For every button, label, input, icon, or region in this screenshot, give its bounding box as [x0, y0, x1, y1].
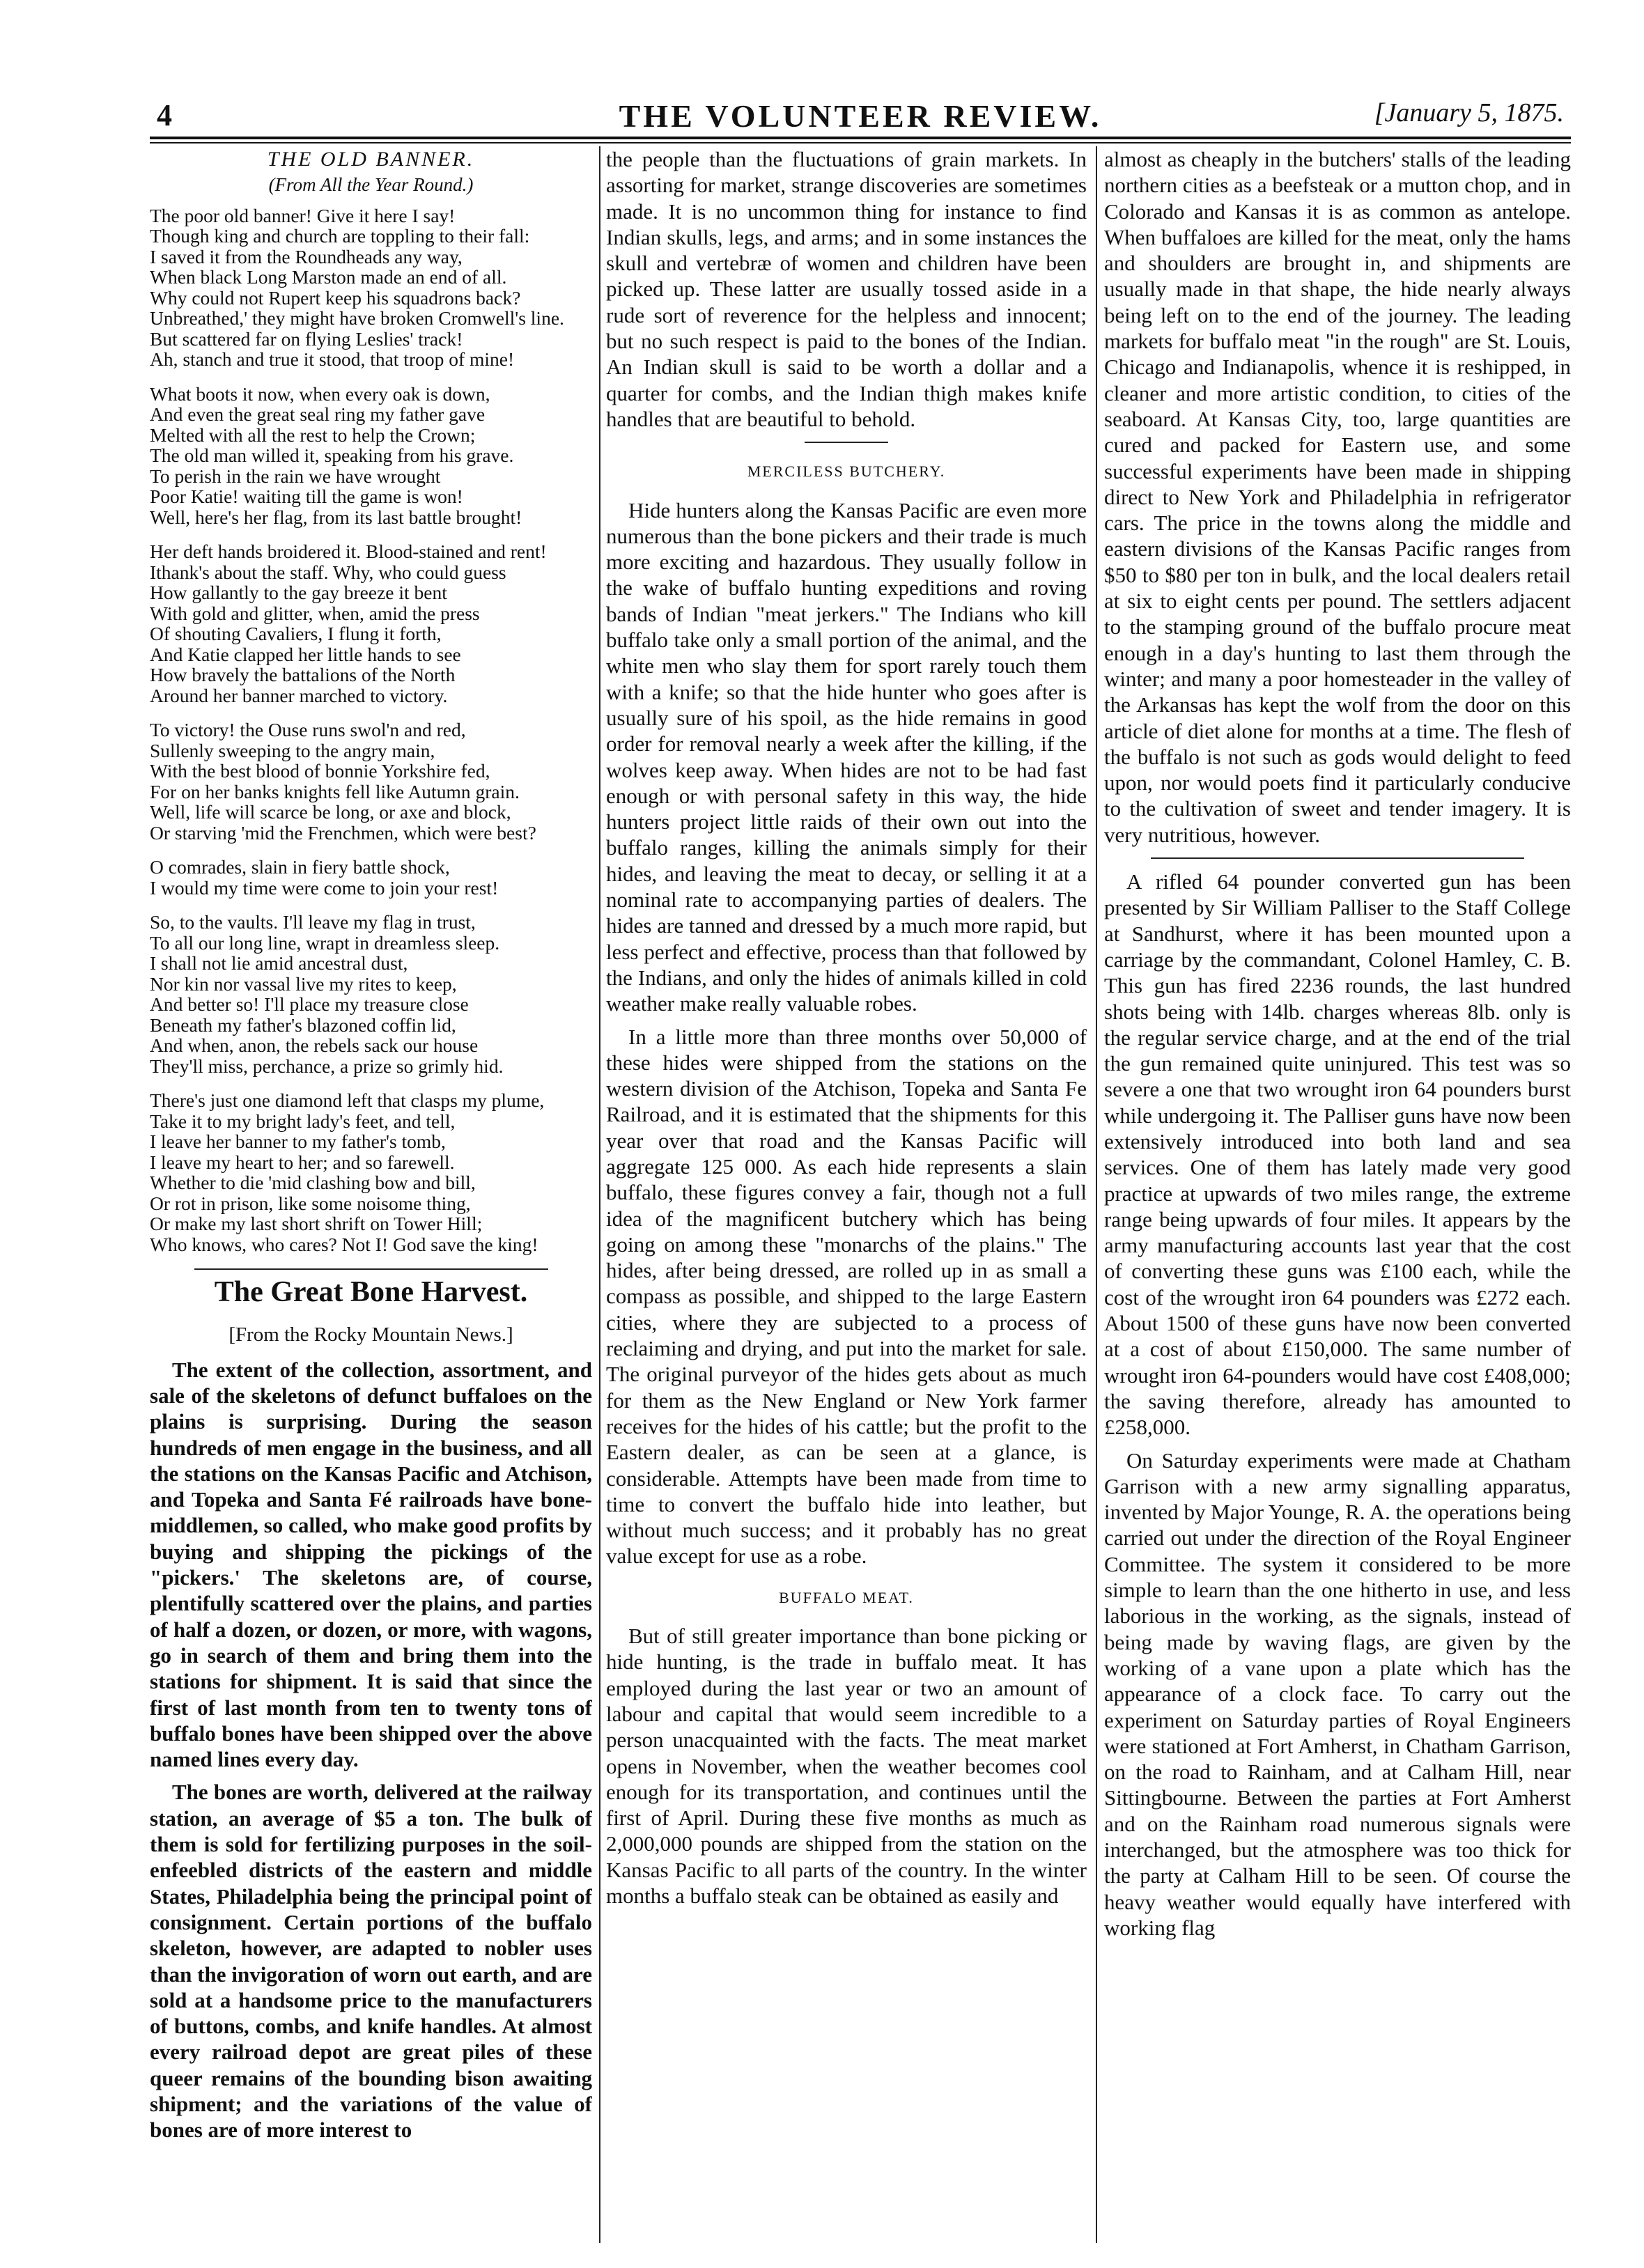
poem-stanza [150, 384, 592, 528]
poem-stanza [150, 205, 592, 370]
poem-line: Unbreathed,' they might have broken Cromwell's line. [150, 307, 564, 329]
masthead-title: THE VOLUNTEER REVIEW. [619, 98, 1102, 134]
poem-line: Well, life will scarce be long, or axe and block, [150, 801, 511, 823]
header-rule [150, 137, 1571, 139]
poem-line: To perish in the rain we have wrought [150, 465, 441, 487]
column-divider [1096, 146, 1097, 2243]
poem-stanza [150, 720, 592, 843]
column-3 [1104, 146, 1571, 2243]
article-paragraph: The extent of the collection, assortment, and sale of the skeletons of defunct buffaloes on the plains is surprising. During the season hundreds of men engage in the business, and all the stations on the Kansas Pacific and Atchison, and Topeka and Santa Fé railroads have bone-middlemen, so called, who make good profits by buying and shipping the pickings of the "pickers.' The skeletons are, of course, plentifully scattered over the plains, and parties of half a dozen, or dozen, or more, with wagons, go in search of them and bring them into the stations for shipment. It is said that since the first of last month from ten to twenty tons of buffalo bones have been shipped over the above named lines every day. [150, 1357, 592, 1772]
poem-line: To all our long line, wrapt in dreamless sleep. [150, 931, 500, 954]
poem-line: The old man willed it, speaking from his grave. [150, 444, 514, 467]
poem-line: Or starving 'mid the Frenchmen, which were best? [150, 821, 536, 844]
section-divider [1151, 857, 1524, 859]
poem-line: Why could not Rupert keep his squadrons back? [150, 286, 521, 309]
poem-line: Poor Katie! waiting till the game is won! [150, 486, 463, 508]
poem-stanza [150, 912, 592, 1076]
poem-line: With gold and glitter, when, amid the press [150, 602, 480, 624]
poem-line: I shall not lie amid ancestral dust, [150, 952, 408, 974]
poem-line: And even the great seal ring my father gave [150, 403, 486, 426]
poem-line: And when, anon, the rebels sack our house [150, 1034, 479, 1057]
poem-line: Ithank's about the staff. Why, who could guess [150, 561, 506, 583]
article-paragraph: Hide hunters along the Kansas Pacific are even more numerous than the bone pickers and their trade is much more exciting and hazardous. They usually follow in the wake of buffalo hunting expeditions and roving bands of Indian "meat jerkers." The Indians who kill buffalo take only a small portion of the animal, and the white men who slay them for sport rarely touch them with a knife; so that the hide hunter who goes after is usually sure of his spoil, as the hide remains in good order for removal nearly a week after the killing, if the wolves keep away. When hides are not to be had fast enough or with personal safety in this way, the hide hunters project little raids of their own out into the buffalo ranges, killing the animals simply for their hides, and leaving the meat to decay, or selling it at a nominal rate to accompanying parties of dealers. The hides are tanned and dressed by a much more rapid, but less perfect and effective, process than that followed by the Indians, and only the hides of animals killed in cold weather make really valuable robes. [606, 497, 1087, 1016]
poem-line: Well, here's her flag, from its last battle brought! [150, 506, 522, 528]
poem-line: Around her banner marched to victory. [150, 684, 448, 706]
poem-line: Or rot in prison, like some noisome thing, [150, 1192, 471, 1214]
issue-date: [January 5, 1875. [1374, 98, 1564, 127]
article-source: [From the Rocky Mountain News.] [228, 1323, 513, 1346]
article-paragraph: The bones are worth, delivered at the railway station, an average of $5 a ton. The bulk of them is sold for fertilizing purposes in the soil-enfeebled districts of the eastern and middle States, Philadelphia being the principal point of consignment. Certain portions of the buffalo skeleton, however, are adapted to nobler uses than the invigoration of worn out earth, and are sold at a handsome price to the manufacturers of buttons, combs, and knife handles. At almost every railroad depot are great piles of these queer remains of the bounding bison awaiting shipment; and the variations of the value of bones are of more interest to [150, 1780, 592, 2143]
poem-line: But scattered far on flying Leslies' track! [150, 327, 463, 350]
section-heading: MERCILESS BUTCHERY. [747, 463, 946, 481]
poem-line: What boots it now, when every oak is down, [150, 382, 490, 405]
poem-line: Of shouting Cavaliers, I flung it forth, [150, 623, 442, 645]
poem-line: Sullenly sweeping to the angry main, [150, 739, 435, 761]
poem-line: How bravely the battalions of the North [150, 664, 456, 686]
poem-line: Or make my last short shrift on Tower Hill; [150, 1213, 483, 1235]
poem-line: When black Long Marston made an end of all. [150, 266, 507, 288]
article-paragraph: almost as cheaply in the butchers' stalls of the leading northern cities as a beefsteak or a mutton chop, and in Colorado and Kansas it is as common as antelope. When buffaloes are killed for the meat, only the hams and shoulders are brought in, and shipments are usually made in that shape, the hide nearly always being left on to the end of the journey. The leading markets for buffalo meat "in the rough" are St. Louis, Chicago and Indianapolis, whence it is reshipped, in cleaner and more artistic condition, to cities of the seaboard. At Kansas City, too, large quantities are cured and packed for Eastern use, and some successful experiments have been made in shipping direct to New York and Philadelphia in refrigerator cars. The price in the towns along the middle and eastern divisions of the Kansas Pacific ranges from $50 to $80 per ton in bulk, and the local dealers retail at six to eight cents per pound. The settlers adjacent to the stamping ground of the buffalo procure meat enough in a day's hunting to last them through the winter; and many a poor homesteader in the valley of the Arkansas has kept the wolf from the door on this article of diet alone for months at a time. The flesh of the buffalo is not such as gods would delight to feed upon, nor would poets find it particularly conducive to the cultivation of sweet and tender imagery. It is very nutritious, however. [1104, 147, 1571, 847]
poem-body [150, 205, 592, 1255]
poem-line: Melted with all the rest to help the Crown; [150, 424, 476, 446]
column-2 [606, 146, 1087, 2243]
poem-line: Her deft hands broidered it. Blood-stained and rent! [150, 541, 547, 563]
article-paragraph: But of still greater importance than bone picking or hide hunting, is the trade in buffalo meat. It has employed during the last year or two an amount of labour and capital that would seem incredible to a person unacquainted with the facts. The meat market opens in November, when the weather becomes cool enough for its transportation, and continues until the first of April. During these five months as much as 2,000,000 pounds are shipped from the station on the Kansas Pacific to all parts of the country. In the winter months a buffalo steak can be obtained as easily and [606, 1624, 1087, 1908]
poem-stanza [150, 857, 592, 898]
section-divider [805, 442, 888, 443]
poem-line: They'll miss, perchance, a prize so grimly hid. [150, 1055, 504, 1077]
poem-stanza [150, 541, 592, 706]
poem-line: And better so! I'll place my treasure close [150, 993, 469, 1016]
header-rule-thin [150, 142, 1571, 143]
poem-line: So, to the vaults. I'll leave my flag in trust, [150, 911, 476, 933]
article-paragraph: A rifled 64 pounder converted gun has been presented by Sir William Palliser to the Staff College at Sandhurst, where it has been mounted upon a carriage by the commandant, Colonel Hamley, C. B. This gun has fired 2236 rounds, the last hundred shots being with 14lb. charges whereas 8lb. only is the regular service charge, and at the end of the trial the gun remained quite uninjured. This test was so severe a one that two wrought iron 64 pounders burst while undergoing it. The Palliser guns have now been extensively introduced into both land and sea services. One of them has lately made very good practice at upwards of two miles range, the extreme range being upwards of four miles. It appears by the army manufacturing accounts last year that the cost of converting these guns was £100 each, while the cost of the wrought iron 64 pounders was £272 each. About 1500 of these guns have now been converted at a cost of about £150,000. The same number of wrought iron 64-pounders would have cost £408,000; the saving therefore, already has amounted to £258,000. [1104, 869, 1571, 1440]
column-divider [599, 146, 600, 2243]
poem-line: Nor kin nor vassal live my rites to keep, [150, 972, 457, 995]
poem-line: To victory! the Ouse runs swol'n and red, [150, 719, 466, 741]
article-paragraph: the people than the fluctuations of grain markets. In assorting for market, strange discoveries are sometimes made. It is no uncommon thing for instance to find Indian skulls, legs, and arms; and in some instances the skull and vertebræ of women and children have been picked up. These latter are usually tossed aside in a rude sort of reverence for the helpless and innocent; but no such respect is paid to the bones of the Indian. An Indian skull is said to be worth a dollar and a quarter for combs, and the Indian thigh makes knife handles that are beautiful to behold. [606, 147, 1087, 431]
article-body [150, 1357, 592, 2143]
poem-line: And Katie clapped her little hands to see [150, 643, 461, 665]
poem-source: (From All the Year Round.) [268, 174, 474, 196]
poem-line: Though king and church are toppling to their fall: [150, 225, 530, 247]
page-number: 4 [157, 98, 172, 132]
poem-stanza [150, 1090, 592, 1255]
poem-line: I would my time were come to join your rest! [150, 876, 499, 899]
article-paragraph: In a little more than three months over 50,000 of these hides were shipped from the stations on the western division of the Atchison, Topeka and Santa Fe Railroad, and it is estimated that the shipments for this year over that road and the Kansas Pacific will aggregate 125 000. As each hide represents a slain buffalo, these figures convey a fair, though not a full idea of the magnificent butchery which has being going on among these "monarchs of the plains." The hides, after being dressed, are rolled up in as small a compass as possible, and shipped to the large Eastern cities, where they are subjected to a process of reclaiming and drying, and put into the market for sale. The original purveyor of the hides gets about as much for them as the New England or New York farmer receives for the hides of his cattle; but the profit to the Eastern dealer, as can be seen at a glance, is considerable. Attempts have been made from time to time to convert the buffalo hide into leather, but without much success; and it probably has no great value except for use as a robe. [606, 1024, 1087, 1569]
section-divider [194, 1268, 548, 1270]
poem-line: I saved it from the Roundheads any way, [150, 245, 463, 267]
article-paragraph: On Saturday experiments were made at Chatham Garrison with a new army signalling apparatus, invented by Major Younge, R. A. the operations being carried out under the direction of the Royal Engineer Committee. The system it considered to be more simple to learn than the one hitherto in use, and less laborious in the working, as the signals, instead of being made by waving flags, are given by the working of a vane upon a plate which has the appearance of a clock face. To carry out the experiment on Saturday parties of Royal Engineers were stationed at Fort Amherst, in Chatham Garrison, on the road to Rainham, and at Calham Hill, near Sittingbourne. Between the parties at Fort Amherst and on the Rainham road numerous signals were interchanged, but the atmosphere was too thick for the party at Calham Hill to be seen. Of course the heavy weather would equally have interfered with working flag [1104, 1447, 1571, 1940]
poem-line: I leave her banner to my father's tomb, [150, 1131, 446, 1153]
poem-title: THE OLD BANNER. [267, 148, 475, 171]
poem-line: Ah, stanch and true it stood, that troop of mine! [150, 348, 515, 371]
poem-line: The poor old banner! Give it here I say! [150, 204, 456, 226]
section-heading: BUFFALO MEAT. [779, 1588, 914, 1606]
poem-line: For on her banks knights fell like Autumn grain. [150, 780, 520, 802]
poem-line: There's just one diamond left that clasps my plume, [150, 1089, 545, 1112]
article-title: The Great Bone Harvest. [214, 1276, 528, 1309]
poem-line: How gallantly to the gay breeze it bent [150, 582, 447, 604]
poem-line: With the best blood of bonnie Yorkshire fed, [150, 760, 490, 782]
poem-line: Whether to die 'mid clashing bow and bill, [150, 1172, 476, 1194]
column-1 [150, 146, 592, 2243]
poem-line: Take it to my bright lady's feet, and tell, [150, 1110, 456, 1132]
poem-line: O comrades, slain in fiery battle shock, [150, 856, 450, 878]
poem-line: Who knows, who cares? Not I! God save the king! [150, 1233, 538, 1255]
poem-line: I leave my heart to her; and so farewell. [150, 1151, 455, 1173]
poem-line: Beneath my father's blazoned coffin lid, [150, 1013, 456, 1036]
